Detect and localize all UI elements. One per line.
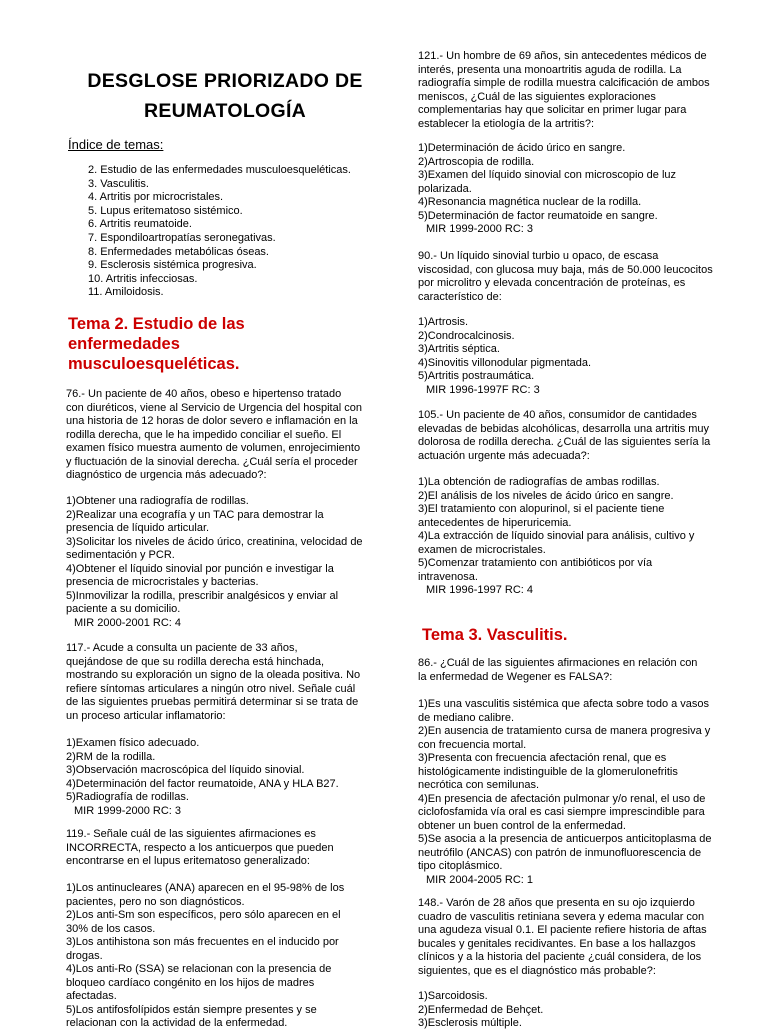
option-line: 2)Artroscopia de rodilla.: [418, 155, 535, 168]
option-line: polarizada.: [418, 182, 472, 195]
option-line: drogas.: [66, 949, 103, 962]
option-line: examen de microcristales.: [418, 543, 546, 556]
question-line: bucales y genitales recidivantes. En base a los hallazgos: [418, 937, 696, 950]
question-line: encontrarse en el lupus eritematoso generalizado:: [66, 855, 310, 867]
question-90: [418, 250, 713, 304]
option-line: paciente a su domicilio.: [66, 603, 181, 615]
question-line: una historia de 12 horas de dolor severo e inflamación en la: [66, 415, 358, 427]
option-line: obtener un buen control de la enfermedad.: [418, 819, 626, 832]
index-item: 2. Estudio de las enfermedades musculoesqueléticas.: [88, 164, 351, 176]
option-line: 5)Determinación de factor reumatoide en sangre.: [418, 209, 658, 222]
option-line: con frecuencia mortal.: [418, 738, 527, 751]
question-line: siguientes, que es el diagnóstico más probable?:: [418, 964, 656, 977]
exam-reference: MIR 2000-2001 RC: 4: [74, 616, 181, 629]
index-item: 3. Vasculitis.: [88, 177, 149, 190]
document-title: [66, 66, 384, 126]
question-line: por microlitro y elevada concentración de proteínas, es: [418, 277, 686, 289]
option-line: 1)Obtener una radiografía de rodillas.: [66, 495, 249, 507]
question-line: elevadas de bebidas alcohólicas, desarrolla una artritis muy: [418, 422, 710, 435]
option-line: 2)El análisis de los niveles de ácido úrico en sangre.: [418, 489, 674, 502]
option-line: antecedentes de hiperuricemia.: [418, 516, 572, 529]
question-line: 148.- Varón de 28 años que presenta en su ojo izquierdo: [418, 897, 695, 909]
question-117-options: [66, 737, 339, 818]
question-line: 86.- ¿Cuál de las siguientes afirmaciones en relación con: [418, 657, 698, 669]
option-line: 4)Sinovitis villonodular pigmentada.: [418, 356, 592, 369]
question-148: [418, 897, 707, 978]
option-line: presencia de microcristales y bacterias.: [66, 576, 259, 588]
option-line: de mediano calibre.: [418, 711, 515, 724]
question-86-options: [418, 698, 712, 887]
question-line: la enfermedad de Wegener es FALSA?:: [418, 670, 613, 683]
question-121: [418, 50, 710, 131]
option-line: 2)RM de la rodilla.: [66, 750, 156, 763]
option-line: 1)La obtención de radiografías de ambas rodillas.: [418, 476, 660, 488]
option-line: 3)Examen del líquido sinovial con microscopio de luz: [418, 169, 677, 181]
index-item: 6. Artritis reumatoide.: [88, 218, 192, 231]
question-line: 105.- Un paciente de 40 años, consumidor de cantidades: [418, 409, 697, 421]
question-119-options: [66, 882, 344, 1031]
option-line: 3)Artritis séptica.: [418, 343, 500, 355]
exam-reference: MIR 2004-2005 RC: 1: [426, 873, 533, 886]
exam-reference: MIR 1996-1997 RC: 4: [426, 584, 533, 596]
option-line: 4)Resonancia magnética nuclear de la rodilla.: [418, 196, 642, 208]
question-line: refiere síntomas articulares a ningún otro nivel. Señale cuál: [66, 682, 356, 695]
question-line: 121.- Un hombre de 69 años, sin antecedentes médicos de: [418, 50, 707, 62]
option-line: 2)En ausencia de tratamiento cursa de manera progresiva y: [418, 725, 711, 737]
question-line: un proceso articular inflamatorio:: [66, 709, 226, 722]
option-line: 4)Los anti-Ro (SSA) se relacionan con la presencia de: [66, 963, 332, 975]
option-line: 1)Artrosis.: [418, 316, 469, 328]
question-line: de las siguientes pruebas permitirá determinar si se trata de: [66, 696, 359, 708]
option-line: intravenosa.: [418, 570, 478, 583]
index-item: 4. Artritis por microcristales.: [88, 191, 224, 204]
option-line: pacientes, pero no son diagnósticos.: [66, 895, 245, 908]
question-line: 117.- Acude a consulta un paciente de 33 años,: [66, 642, 298, 654]
option-line: 1)Es una vasculitis sistémica que afecta sobre todo a vasos: [418, 698, 710, 710]
option-line: 2)Los anti-Sm son específicos, pero sólo aparecen en el: [66, 909, 341, 921]
option-line: ciclofosfamida vía oral es casi siempre imprescindible para: [418, 806, 705, 818]
question-76-options: [66, 495, 363, 630]
question-90-options: [418, 316, 591, 397]
option-line: 2)Enfermedad de Behçet.: [418, 1003, 544, 1016]
option-line: 5)Comenzar tratamiento con antibióticos por vía: [418, 557, 653, 569]
question-117: [66, 642, 360, 723]
question-line: una agudeza visual 0.1. El paciente refiere historia de aftas: [418, 924, 707, 936]
option-line: 1)Los antinucleares (ANA) aparecen en el 95-98% de los: [66, 882, 345, 894]
index-item: 7. Espondiloartropatías seronegativas.: [88, 231, 276, 244]
option-line: 3)Solicitar los niveles de ácido úrico, creatinina, velocidad de: [66, 535, 363, 548]
question-line: rodilla derecha, que le ha impedido conciliar el sueño. El: [66, 428, 342, 441]
option-line: 5)Inmovilizar la rodilla, prescribir analgésicos y enviar al: [66, 589, 339, 602]
option-line: 3)El tratamiento con alopurinol, si el paciente tiene: [418, 503, 665, 515]
exam-reference: MIR 1999-2000 RC: 3: [74, 804, 181, 817]
option-line: 2)Condrocalcinosis.: [418, 329, 515, 342]
option-line: 5)Se asocia a la presencia de anticuerpos anticitoplasma de: [418, 833, 712, 845]
question-line: diagnóstico de urgencia más adecuado?:: [66, 469, 267, 481]
question-76: [66, 388, 362, 483]
question-line: característico de:: [418, 290, 502, 303]
option-line: 3)Presenta con frecuencia afectación renal, que es: [418, 752, 667, 764]
option-line: bloqueo cardíaco congénito en los hijos de madres: [66, 976, 315, 989]
option-line: 30% de los casos.: [66, 922, 156, 935]
question-line: meniscos, ¿Cuál de las siguientes exploraciones: [418, 90, 656, 103]
option-line: sedimentación y PCR.: [66, 549, 175, 561]
question-line: INCORRECTA, respecto a los anticuerpos que pueden: [66, 841, 334, 854]
question-line: interés, presenta una monoartritis aguda de rodilla. La: [418, 63, 682, 76]
option-line: 4)Obtener el líquido sinovial por punción e investigar la: [66, 562, 334, 575]
question-line: cuadro de vasculitis retiniana severa y edema macular con: [418, 910, 705, 923]
option-line: 3)Esclerosis múltiple.: [418, 1017, 522, 1029]
option-line: neutrófilo (ANCAS) con patrón de inmunofluorescencia de: [418, 846, 702, 859]
index-heading: Índice de temas:: [68, 137, 164, 152]
question-line: establecer la etiología de la artritis?:: [418, 117, 595, 130]
option-line: 4)En presencia de afectación pulmonar y/o renal, el uso de: [418, 792, 706, 805]
index-item: 9. Esclerosis sistémica progresiva.: [88, 259, 257, 272]
option-line: 5)Artritis postraumática.: [418, 370, 535, 382]
document-title-line-2: REUMATOLOGÍA: [143, 100, 307, 122]
question-line: quejándose de que su rodilla derecha está hinchada,: [66, 655, 325, 668]
question-line: clínicos y a la historia del paciente ¿cuál considera, de los: [418, 951, 702, 963]
question-line: 76.- Un paciente de 40 años, obeso e hipertenso tratado: [66, 388, 342, 400]
index-list: [88, 164, 388, 300]
question-line: 119.- Señale cuál de las siguientes afirmaciones es: [66, 828, 316, 840]
question-121-options: [418, 142, 676, 237]
question-line: actuación urgente más adecuada?:: [418, 449, 590, 462]
question-line: viscosidad, con glucosa muy baja, más de 50.000 leucocitos: [418, 263, 713, 276]
exam-reference: MIR 1999-2000 RC: 3: [426, 223, 533, 235]
index-item: 11. Amiloidosis.: [88, 286, 164, 299]
option-line: 3)Observación macroscópica del líquido sinovial.: [66, 764, 305, 776]
option-line: 4)Determinación del factor reumatoide, ANA y HLA B27.: [66, 777, 339, 790]
option-line: 1)Determinación de ácido úrico en sangre.: [418, 142, 626, 154]
option-line: presencia de líquido articular.: [66, 522, 210, 534]
index-item: 8. Enfermedades metabólicas óseas.: [88, 245, 269, 258]
question-line: radiografía simple de rodilla muestra calcificación de ambos: [418, 77, 710, 89]
option-line: necrótica con semilunas.: [418, 779, 540, 791]
option-line: 3)Los antihistona son más frecuentes en el inducido por: [66, 936, 339, 948]
question-line: mostrando su exploración un signo de la oleada positiva. No: [66, 669, 361, 681]
section-heading-line: Tema 2. Estudio de las: [68, 315, 245, 333]
question-line: y fluctuación de la sinovial derecha. ¿Cuál sería el proceder: [66, 455, 358, 468]
question-line: dolorosa de rodilla derecha. ¿Cuál de las siguientes sería la: [418, 436, 711, 448]
option-line: 1)Sarcoidosis.: [418, 990, 488, 1002]
index-item: 10. Artritis infecciosas.: [88, 272, 198, 285]
section-heading-tema-3: Tema 3. Vasculitis.: [422, 626, 568, 644]
question-105-options: [418, 476, 694, 598]
option-line: histológicamente indistinguible de la glomerulonefritis: [418, 765, 678, 778]
index-item: 5. Lupus eritematoso sistémico.: [88, 204, 243, 217]
question-105: [418, 409, 710, 463]
question-line: examen físico muestra aumento de volumen, enrojecimiento: [66, 442, 361, 454]
document-title-line-1: DESGLOSE PRIORIZADO DE: [87, 70, 363, 92]
exam-reference: MIR 1996-1997F RC: 3: [426, 383, 540, 396]
option-line: 4)La extracción de líquido sinovial para análisis, cultivo y: [418, 530, 695, 542]
question-148-options: [418, 990, 543, 1031]
section-heading-tema-2: [68, 314, 245, 374]
option-line: 1)Examen físico adecuado.: [66, 737, 200, 749]
option-line: 5)Radiografía de rodillas.: [66, 791, 189, 803]
option-line: afectadas.: [66, 990, 117, 1002]
option-line: 5)Los antifosfolípidos están siempre presentes y se: [66, 1003, 317, 1016]
question-119: [66, 828, 334, 869]
question-line: 90.- Un líquido sinovial turbio u opaco, de escasa: [418, 250, 659, 262]
option-line: 2)Realizar una ecografía y un TAC para demostrar la: [66, 508, 324, 521]
question-line: complementarias hay que solicitar en primer lugar para: [418, 104, 687, 116]
option-line: tipo citoplásmico.: [418, 860, 503, 872]
question-line: con diuréticos, viene al Servicio de Urgencia del hospital con: [66, 401, 362, 414]
section-heading-line: enfermedades: [68, 335, 180, 353]
section-heading-line: musculoesqueléticas.: [68, 355, 240, 373]
option-line: relacionan con la actividad de la enfermedad.: [66, 1017, 288, 1029]
question-86: [418, 657, 697, 684]
